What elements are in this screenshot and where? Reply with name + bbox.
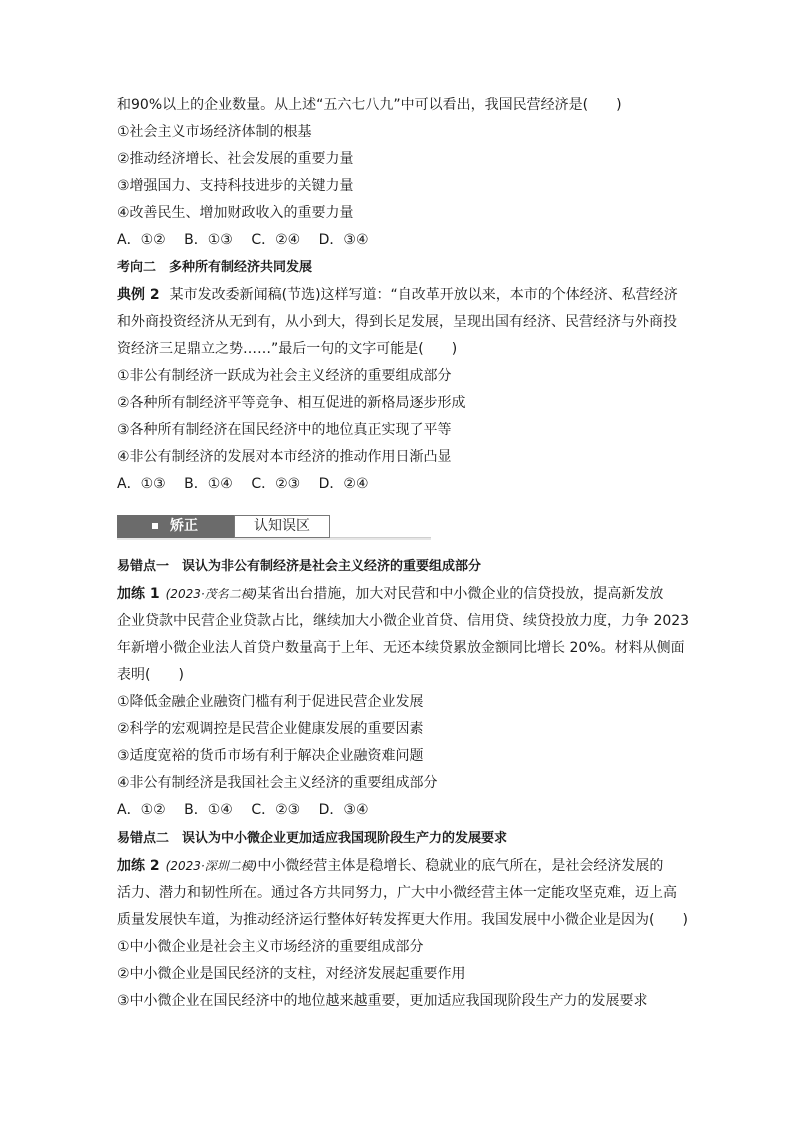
option-2: ②科学的宏观调控是民营企业健康发展的重要因素 — [117, 721, 424, 737]
option-1: ①非公有制经济一跃成为社会主义经济的重要组成部分 — [117, 368, 452, 384]
exercise-text: 某省出台措施，加大对民营和中小微企业的信贷投放，提高新发放 — [257, 586, 664, 602]
section-banner — [117, 515, 431, 538]
answer-d: D．②④ — [318, 476, 369, 492]
option-2: ②各种所有制经济平等竞争、相互促进的新格局逐步形成 — [117, 395, 466, 411]
option-2: ②中小微企业是国民经济的支柱，对经济发展起重要作用 — [117, 966, 466, 982]
option-1: ①降低金融企业融资门槛有利于促进民营企业发展 — [117, 694, 424, 710]
exercise-line-2: 企业贷款中民营企业贷款占比，继续加大小微企业首贷、信用贷、续贷投放力度，力争 2023 — [117, 613, 690, 629]
example-text: 某市发改委新闻稿(节选)这样写道：“自改革开放以来，本市的个体经济、私营经济 — [169, 287, 678, 303]
exercise-line-2: 活力、潜力和韧性所在。通过各方共同努力，广大中小微经营主体一定能攻坚克难，迈上高 — [117, 885, 677, 901]
option-1: ①中小微企业是社会主义市场经济的重要组成部分 — [117, 939, 424, 955]
answer-c: C．②④ — [251, 232, 301, 248]
answer-b: B．①③ — [184, 232, 233, 248]
exercise-line-4: 表明( ) — [117, 667, 184, 683]
answer-c: C．②③ — [251, 476, 301, 492]
option-4: ④非公有制经济的发展对本市经济的推动作用日渐凸显 — [117, 449, 452, 465]
exercise-tag: 加练 2 — [117, 858, 160, 874]
answer-a: A．①② — [117, 232, 166, 248]
question-text-line: 和90%以上的企业数量。从上述“五六七八九”中可以看出，我国民营经济是( ) — [117, 97, 622, 113]
option-3: ③各种所有制经济在国民经济中的地位真正实现了平等 — [117, 422, 452, 438]
answer-choices — [117, 800, 383, 820]
example-tag: 典例 2 — [117, 287, 160, 303]
option-2: ②推动经济增长、社会发展的重要力量 — [117, 151, 354, 167]
banner-light-label: 认知误区 — [234, 515, 330, 538]
error-point-heading: 易错点一 误认为非公有制经济是社会主义经济的重要组成部分 — [117, 559, 482, 574]
exercise-line-3: 年新增小微企业法人首贷户数量高于上年、无还本续贷累放金额同比增长 20%。材料从侧面 — [117, 640, 685, 656]
error-point-heading: 易错点二 误认为中小微企业更加适应我国现阶段生产力的发展要求 — [117, 831, 508, 846]
option-4: ④改善民生、增加财政收入的重要力量 — [117, 205, 354, 221]
option-3: ③中小微企业在国民经济中的地位越来越重要，更加适应我国现阶段生产力的发展要求 — [117, 993, 648, 1009]
answer-a: A．①③ — [117, 476, 166, 492]
answer-a: A．①② — [117, 802, 166, 818]
exercise-source: (2023·深圳二模) — [165, 859, 258, 873]
banner-dark-label: 矫正 — [117, 515, 234, 538]
option-3: ③增强国力、支持科技进步的关键力量 — [117, 178, 354, 194]
exercise-tag: 加练 1 — [117, 586, 160, 602]
answer-choices — [117, 230, 383, 250]
option-1: ①社会主义市场经济体制的根基 — [117, 124, 312, 140]
banner-shadow — [117, 538, 431, 540]
option-4: ④非公有制经济是我国社会主义经济的重要组成部分 — [117, 775, 438, 791]
exercise-line-3: 质量发展快车道，为推动经济运行整体好转发挥更大作用。我国发展中小微企业是因为( ) — [117, 912, 688, 928]
exercise-line-1 — [117, 856, 663, 876]
answer-c: C．②③ — [251, 802, 301, 818]
answer-choices — [117, 474, 383, 494]
exercise-text: 中小微经营主体是稳增长、稳就业的底气所在，是社会经济发展的 — [257, 858, 664, 874]
answer-d: D．③④ — [318, 232, 369, 248]
answer-b: B．①④ — [184, 802, 233, 818]
example-line-2: 和外商投资经济从无到有，从小到大，得到长足发展，呈现出国有经济、民营经济与外商投 — [117, 314, 677, 330]
answer-b: B．①④ — [184, 476, 233, 492]
section-heading: 考向二 多种所有制经济共同发展 — [117, 260, 313, 275]
example-line-1 — [117, 285, 678, 305]
option-3: ③适度宽裕的货币市场有利于解决企业融资难问题 — [117, 748, 424, 764]
exercise-source: (2023·茂名二模) — [165, 587, 258, 601]
answer-d: D．③④ — [318, 802, 369, 818]
example-line-3: 资经济三足鼎立之势……”最后一句的文字可能是( ) — [117, 341, 458, 357]
square-bullet-icon — [152, 523, 158, 529]
exercise-line-1 — [117, 584, 663, 604]
